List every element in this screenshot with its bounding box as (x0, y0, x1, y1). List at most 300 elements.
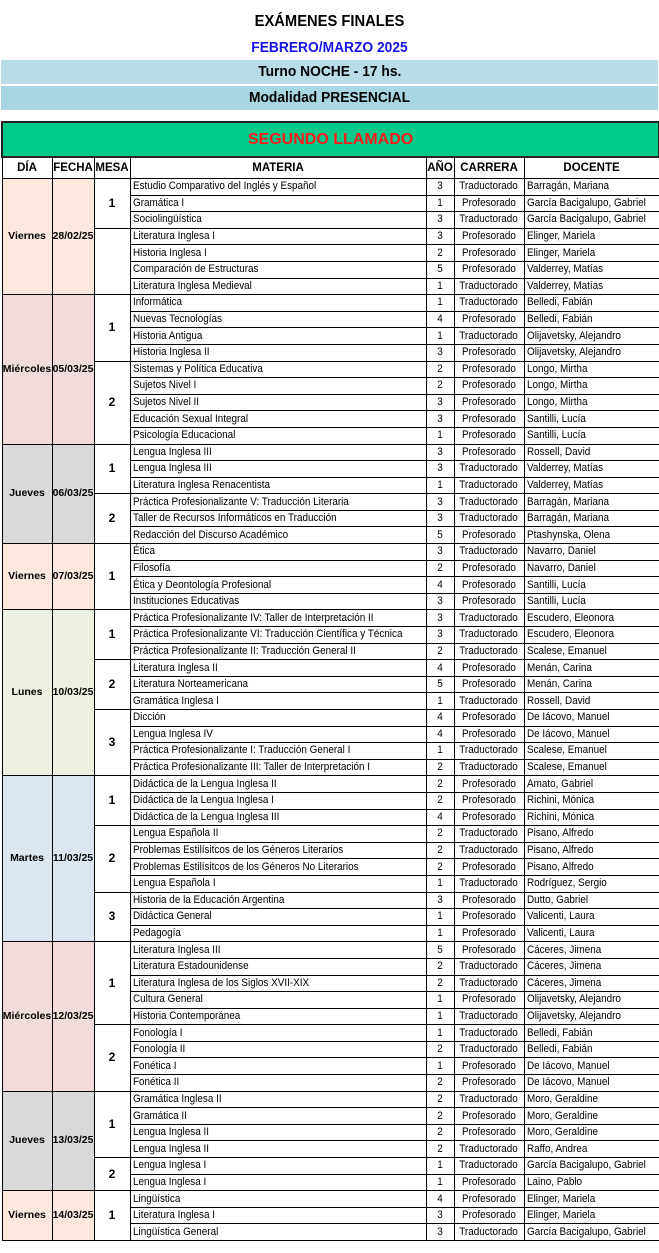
materia-cell (130, 245, 426, 262)
anio-cell (426, 245, 454, 262)
materia-cell (130, 660, 426, 677)
materia-cell (130, 378, 426, 395)
carrera-cell (454, 311, 524, 328)
carrera-text: Profesorado (462, 396, 516, 409)
anio-cell (426, 1108, 454, 1125)
docente-text: Rodríguez, Sergio (526, 877, 607, 890)
carrera-text: Profesorado (462, 313, 516, 326)
materia-text: Fonética II (132, 1076, 179, 1089)
date-cell: 11/03/25 (52, 776, 94, 942)
carrera-cell (454, 875, 524, 892)
materia-text: Lengua Inglesa II (132, 1126, 209, 1139)
anio-text: 1 (437, 279, 443, 292)
materia-text: Gramática I (132, 196, 184, 209)
anio-cell (426, 328, 454, 345)
anio-text: 4 (437, 313, 443, 326)
docente-cell (524, 361, 659, 378)
docente-cell (524, 411, 659, 428)
carrera-text: Profesorado (462, 678, 516, 691)
anio-text: 2 (437, 1092, 443, 1105)
docente-text: Elinger, Mariela (526, 1192, 595, 1205)
table-row (2, 660, 659, 677)
anio-text: 1 (437, 429, 443, 442)
anio-cell (426, 676, 454, 693)
docente-cell (524, 1075, 659, 1092)
anio-cell (426, 461, 454, 478)
docente-cell (524, 461, 659, 478)
materia-text: Dicción (132, 711, 165, 724)
anio-cell (426, 577, 454, 594)
exam-table (1, 121, 659, 1241)
anio-text: 1 (437, 296, 443, 309)
anio-cell (426, 875, 454, 892)
anio-text: 1 (437, 1175, 443, 1188)
anio-text: 3 (437, 396, 443, 409)
col-header-docente: DOCENTE (524, 157, 659, 179)
carrera-text: Profesorado (462, 893, 516, 906)
anio-text: 2 (437, 1126, 443, 1139)
materia-text: Sistemas y Política Educativa (132, 362, 263, 375)
date-cell: 14/03/25 (52, 1191, 94, 1241)
materia-text: Literatura Inglesa Renacentista (132, 478, 270, 491)
anio-text: 1 (437, 910, 443, 923)
docente-cell (524, 1124, 659, 1141)
carrera-cell (454, 776, 524, 793)
anio-text: 2 (437, 794, 443, 807)
anio-text: 4 (437, 810, 443, 823)
anio-text: 3 (437, 230, 443, 243)
materia-text: Estudio Comparativo del Inglés y Español (132, 180, 316, 193)
materia-cell (130, 344, 426, 361)
docente-cell (524, 195, 659, 212)
carrera-text: Profesorado (462, 661, 516, 674)
materia-cell (130, 477, 426, 494)
materia-text: Historia Contemporánea (132, 1009, 240, 1022)
anio-cell (426, 195, 454, 212)
materia-cell (130, 261, 426, 278)
anio-cell (426, 1207, 454, 1224)
anio-text: 4 (437, 661, 443, 674)
modality-label: Modalidad PRESENCIAL (248, 89, 410, 106)
table-row (2, 179, 659, 196)
materia-cell (130, 942, 426, 959)
materia-cell (130, 826, 426, 843)
docente-cell (524, 726, 659, 743)
carrera-text: Traductorado (459, 329, 519, 342)
materia-cell (130, 992, 426, 1009)
docente-cell (524, 859, 659, 876)
mesa-cell: 1 (94, 179, 130, 229)
anio-cell (426, 660, 454, 677)
docente-cell (524, 560, 659, 577)
docente-text: Menán, Carina (526, 678, 592, 691)
materia-cell (130, 195, 426, 212)
date-cell: 10/03/25 (52, 610, 94, 776)
materia-cell (130, 842, 426, 859)
anio-text: 2 (437, 860, 443, 873)
table-row (2, 295, 659, 312)
day-cell: Viernes (2, 544, 52, 610)
anio-cell (426, 842, 454, 859)
modality-banner (1, 86, 658, 110)
materia-cell (130, 544, 426, 561)
materia-cell (130, 1091, 426, 1108)
anio-cell (426, 925, 454, 942)
materia-text: Lengua Inglesa IV (132, 727, 213, 740)
carrera-cell (454, 461, 524, 478)
docente-text: Olijavetsky, Alejandro (526, 1009, 621, 1022)
carrera-cell (454, 942, 524, 959)
section-title: SEGUNDO LLAMADO (2, 122, 659, 157)
materia-cell (130, 627, 426, 644)
materia-cell (130, 1174, 426, 1191)
docente-cell (524, 328, 659, 345)
docente-cell (524, 593, 659, 610)
materia-cell (130, 610, 426, 627)
carrera-text: Profesorado (462, 794, 516, 807)
carrera-cell (454, 212, 524, 229)
anio-cell (426, 776, 454, 793)
carrera-text: Profesorado (462, 578, 516, 591)
docente-cell (524, 1041, 659, 1058)
carrera-cell (454, 743, 524, 760)
carrera-cell (454, 1091, 524, 1108)
anio-cell (426, 743, 454, 760)
materia-text: Problemas Estilísitcos de los Géneros Literarios (132, 844, 343, 857)
anio-cell (426, 942, 454, 959)
docente-cell (524, 643, 659, 660)
materia-text: Historia de la Educación Argentina (132, 893, 284, 906)
docente-cell (524, 942, 659, 959)
anio-cell (426, 693, 454, 710)
carrera-cell (454, 1207, 524, 1224)
carrera-text: Traductorado (459, 976, 519, 989)
materia-cell (130, 527, 426, 544)
anio-cell (426, 1075, 454, 1092)
materia-cell (130, 892, 426, 909)
mesa-cell: 2 (94, 361, 130, 444)
materia-cell (130, 1191, 426, 1208)
carrera-cell (454, 295, 524, 312)
anio-text: 1 (437, 993, 443, 1006)
anio-text: 1 (437, 744, 443, 757)
col-header-materia: MATERIA (130, 157, 426, 179)
carrera-text: Traductorado (459, 495, 519, 508)
carrera-text: Profesorado (462, 1126, 516, 1139)
carrera-cell (454, 278, 524, 295)
carrera-text: Profesorado (462, 346, 516, 359)
col-header-mesa: MESA (94, 157, 130, 179)
materia-cell (130, 427, 426, 444)
materia-text: Pedagogía (132, 927, 181, 940)
docente-cell (524, 826, 659, 843)
mesa-cell: 1 (94, 1091, 130, 1157)
materia-cell (130, 776, 426, 793)
anio-text: 4 (437, 578, 443, 591)
anio-cell (426, 610, 454, 627)
table-row (2, 942, 659, 959)
materia-cell (130, 759, 426, 776)
carrera-text: Traductorado (459, 1159, 519, 1172)
materia-cell (130, 179, 426, 196)
docente-text: Moro, Geraldine (526, 1126, 598, 1139)
materia-text: Fonología I (132, 1026, 183, 1039)
anio-text: 2 (437, 1109, 443, 1122)
docente-cell (524, 776, 659, 793)
carrera-cell (454, 1008, 524, 1025)
docente-text: Navarro, Daniel (526, 561, 596, 574)
anio-text: 5 (437, 943, 443, 956)
carrera-text: Traductorado (459, 1009, 519, 1022)
docente-text: Barragán, Mariana (526, 495, 609, 508)
page-title: EXÁMENES FINALES (254, 13, 405, 30)
materia-cell (130, 1041, 426, 1058)
carrera-cell (454, 527, 524, 544)
carrera-text: Profesorado (462, 379, 516, 392)
materia-cell (130, 1025, 426, 1042)
materia-cell (130, 444, 426, 461)
anio-cell (426, 361, 454, 378)
carrera-cell (454, 660, 524, 677)
anio-cell (426, 344, 454, 361)
materia-cell (130, 1124, 426, 1141)
anio-cell (426, 427, 454, 444)
materia-text: Literatura Inglesa I (132, 1209, 215, 1222)
materia-text: Didáctica de la Lengua Inglesa III (132, 810, 279, 823)
carrera-cell (454, 228, 524, 245)
anio-cell (426, 1141, 454, 1158)
col-header-carrera: CARRERA (454, 157, 524, 179)
docente-cell (524, 975, 659, 992)
docente-text: Richini, Mónica (526, 794, 594, 807)
carrera-cell (454, 510, 524, 527)
anio-text: 5 (437, 528, 443, 541)
carrera-text: Profesorado (462, 595, 516, 608)
anio-text: 3 (437, 213, 443, 226)
carrera-text: Traductorado (459, 694, 519, 707)
anio-cell (426, 527, 454, 544)
docente-text: García Bacigalupo, Gabriel (526, 196, 646, 209)
carrera-text: Traductorado (459, 512, 519, 525)
docente-text: Olijavetsky, Alejandro (526, 346, 621, 359)
docente-cell (524, 958, 659, 975)
docente-cell (524, 676, 659, 693)
anio-text: 2 (437, 561, 443, 574)
docente-text: Santilli, Lucía (526, 578, 586, 591)
anio-text: 3 (437, 445, 443, 458)
docente-text: Scalese, Emanuel (526, 744, 607, 757)
docente-text: Escudero, Eleonora (526, 628, 614, 641)
anio-cell (426, 809, 454, 826)
anio-cell (426, 1191, 454, 1208)
materia-text: Práctica Profesionalizante V: Traducción Literaria (132, 495, 349, 508)
materia-cell (130, 909, 426, 926)
carrera-cell (454, 245, 524, 262)
docente-text: Cáceres, Jimena (526, 976, 601, 989)
docente-text: Barragán, Mariana (526, 512, 609, 525)
exam-body (2, 179, 659, 1241)
day-cell: Viernes (2, 1191, 52, 1241)
materia-text: Taller de Recursos Informáticos en Traducción (132, 512, 337, 525)
materia-cell (130, 593, 426, 610)
carrera-cell (454, 444, 524, 461)
carrera-cell (454, 1108, 524, 1125)
anio-text: 1 (437, 329, 443, 342)
materia-text: Gramática Inglesa I (132, 694, 219, 707)
docente-cell (524, 792, 659, 809)
materia-text: Literatura Inglesa Medieval (132, 279, 252, 292)
docente-cell (524, 1158, 659, 1175)
materia-cell (130, 643, 426, 660)
docente-text: Longo, Mirtha (526, 396, 588, 409)
anio-cell (426, 228, 454, 245)
carrera-cell (454, 643, 524, 660)
materia-cell (130, 295, 426, 312)
docente-cell (524, 394, 659, 411)
materia-text: Sociolingüística (132, 213, 202, 226)
materia-cell (130, 1008, 426, 1025)
carrera-cell (454, 427, 524, 444)
carrera-text: Traductorado (459, 844, 519, 857)
carrera-text: Profesorado (462, 1076, 516, 1089)
docente-cell (524, 245, 659, 262)
anio-cell (426, 792, 454, 809)
table-row (2, 1091, 659, 1108)
carrera-text: Profesorado (462, 412, 516, 425)
carrera-text: Traductorado (459, 1142, 519, 1155)
anio-text: 2 (437, 844, 443, 857)
docente-text: Belledi, Fabián (526, 296, 593, 309)
materia-text: Lengua Española I (132, 877, 216, 890)
anio-cell (426, 992, 454, 1009)
docente-cell (524, 693, 659, 710)
carrera-text: Traductorado (459, 1026, 519, 1039)
carrera-cell (454, 627, 524, 644)
anio-cell (426, 394, 454, 411)
carrera-text: Traductorado (459, 761, 519, 774)
docente-text: Elinger, Mariela (526, 246, 595, 259)
anio-text: 2 (437, 761, 443, 774)
docente-cell (524, 1191, 659, 1208)
docente-cell (524, 627, 659, 644)
materia-text: Instituciones Educativas (132, 595, 239, 608)
docente-text: Santilli, Lucía (526, 412, 586, 425)
carrera-text: Profesorado (462, 727, 516, 740)
carrera-text: Profesorado (462, 528, 516, 541)
materia-cell (130, 792, 426, 809)
carrera-cell (454, 809, 524, 826)
carrera-text: Traductorado (459, 1092, 519, 1105)
docente-cell (524, 1025, 659, 1042)
docente-cell (524, 494, 659, 511)
materia-text: Práctica Profesionalizante IV: Taller de Interpretación II (132, 611, 373, 624)
table-row (2, 610, 659, 627)
anio-text: 3 (437, 545, 443, 558)
docente-cell (524, 228, 659, 245)
table-row (2, 444, 659, 461)
materia-cell (130, 925, 426, 942)
carrera-text: Traductorado (459, 213, 519, 226)
date-cell: 13/03/25 (52, 1091, 94, 1191)
mesa-cell: 3 (94, 892, 130, 942)
materia-text: Cultura General (132, 993, 203, 1006)
docente-text: Belledi, Fabián (526, 1026, 593, 1039)
carrera-text: Traductorado (459, 478, 519, 491)
mesa-cell: 2 (94, 1158, 130, 1191)
mesa-cell: 1 (94, 610, 130, 660)
docente-cell (524, 1058, 659, 1075)
docente-text: Scalese, Emanuel (526, 644, 607, 657)
carrera-cell (454, 593, 524, 610)
materia-cell (130, 975, 426, 992)
materia-cell (130, 859, 426, 876)
materia-text: Lengua Inglesa III (132, 462, 212, 475)
materia-cell (130, 743, 426, 760)
docente-cell (524, 179, 659, 196)
anio-cell (426, 1008, 454, 1025)
materia-text: Lingüística (132, 1192, 180, 1205)
mesa-cell: 2 (94, 494, 130, 544)
anio-cell (426, 179, 454, 196)
mesa-cell: 2 (94, 660, 130, 710)
anio-text: 4 (437, 727, 443, 740)
docente-text: Valderrey, Matías (526, 279, 603, 292)
anio-cell (426, 1025, 454, 1042)
docente-cell (524, 1224, 659, 1241)
anio-cell (426, 477, 454, 494)
docente-cell (524, 278, 659, 295)
carrera-text: Traductorado (459, 296, 519, 309)
mesa-cell: 2 (94, 1025, 130, 1091)
carrera-cell (454, 1124, 524, 1141)
materia-text: Comparación de Estructuras (132, 263, 258, 276)
materia-cell (130, 1207, 426, 1224)
anio-text: 1 (437, 1026, 443, 1039)
anio-cell (426, 1041, 454, 1058)
materia-text: Lengua Inglesa II (132, 1142, 209, 1155)
carrera-cell (454, 710, 524, 727)
materia-cell (130, 510, 426, 527)
carrera-text: Profesorado (462, 1059, 516, 1072)
anio-text: 3 (437, 1225, 443, 1238)
mesa-cell: 1 (94, 942, 130, 1025)
docente-text: Scalese, Emanuel (526, 761, 607, 774)
table-row (2, 826, 659, 843)
docente-cell (524, 212, 659, 229)
docente-cell (524, 809, 659, 826)
docente-text: Pisano, Alfredo (526, 844, 594, 857)
anio-text: 3 (437, 893, 443, 906)
materia-text: Práctica Profesionalizante III: Taller de Interpretación I (132, 761, 370, 774)
docente-cell (524, 909, 659, 926)
materia-cell (130, 1108, 426, 1125)
docente-text: Santilli, Lucía (526, 595, 586, 608)
materia-cell (130, 494, 426, 511)
anio-cell (426, 627, 454, 644)
docente-text: Navarro, Daniel (526, 545, 596, 558)
docente-text: Olijavetsky, Alejandro (526, 993, 621, 1006)
anio-cell (426, 643, 454, 660)
materia-text: Lengua Española II (132, 827, 218, 840)
docente-text: Belledi, Fabián (526, 1043, 593, 1056)
anio-text: 1 (437, 877, 443, 890)
anio-text: 2 (437, 976, 443, 989)
anio-text: 2 (437, 1043, 443, 1056)
carrera-cell (454, 826, 524, 843)
shift-banner (1, 60, 658, 84)
carrera-text: Profesorado (462, 1209, 516, 1222)
carrera-text: Traductorado (459, 877, 519, 890)
